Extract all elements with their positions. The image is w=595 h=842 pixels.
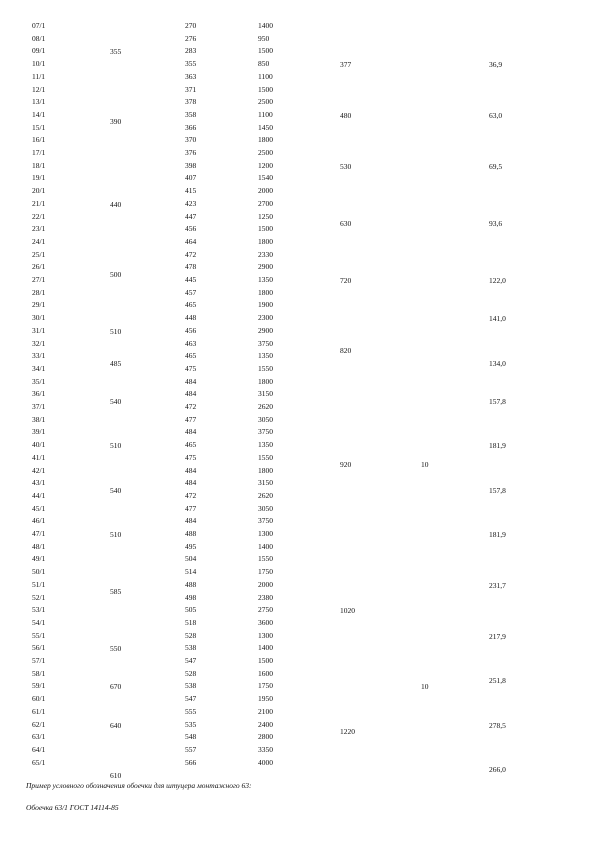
row-length: 3050: [258, 503, 273, 513]
row-diameter: 504: [185, 554, 197, 564]
row-number: 31/1: [32, 325, 46, 335]
row-diameter: 557: [185, 744, 197, 754]
row-number: 47/1: [32, 529, 46, 538]
row-number: 64/1: [32, 744, 46, 754]
row-diameter: 488: [185, 579, 197, 589]
group-mass: 141,0: [489, 314, 506, 324]
row-diameter: 505: [185, 605, 197, 615]
row-length: 1200: [258, 160, 273, 170]
row-diameter: 555: [185, 706, 197, 716]
row-number: 59/1: [32, 681, 46, 691]
group-inner-diameter: 510: [110, 441, 122, 451]
row-number: 14/1: [32, 109, 46, 119]
row-number: 48/1: [32, 541, 46, 551]
row-length: 2500: [258, 148, 273, 157]
row-number: 38/1: [32, 414, 46, 424]
row-length: 3050: [258, 414, 273, 424]
row-number: 22/1: [32, 211, 46, 221]
row-number: 25/1: [32, 249, 46, 259]
row-length: 2500: [258, 97, 273, 107]
group-mass: 181,9: [489, 530, 506, 539]
row-diameter: 547: [185, 694, 197, 704]
row-length: 1500: [258, 224, 273, 234]
row-number: 07/1: [32, 21, 46, 30]
row-diameter: 514: [185, 567, 197, 577]
row-length: 1540: [258, 173, 273, 183]
row-diameter: 484: [185, 389, 197, 399]
row-length: 1600: [258, 668, 273, 678]
row-length: 3750: [258, 427, 273, 437]
row-length: 2620: [258, 402, 273, 411]
row-diameter: 276: [185, 33, 197, 43]
row-number: 13/1: [32, 97, 46, 107]
row-number: 33/1: [32, 351, 46, 361]
row-number: 24/1: [32, 236, 46, 246]
row-diameter: 528: [185, 630, 197, 640]
row-diameter: 538: [185, 643, 197, 653]
row-length: 2900: [258, 325, 273, 335]
group-thickness: 10: [421, 682, 429, 692]
row-diameter: 456: [185, 224, 197, 234]
row-number: 12/1: [32, 84, 46, 94]
row-length: 2750: [258, 605, 273, 615]
row-diameter: 448: [185, 313, 197, 323]
group-inner-diameter: 610: [110, 771, 122, 781]
row-diameter: 535: [185, 719, 197, 729]
group-outer-diameter: 1220: [340, 726, 355, 736]
group-mass: 251,8: [489, 676, 506, 686]
row-number: 36/1: [32, 389, 46, 399]
row-length: 1400: [258, 643, 273, 653]
row-number: 35/1: [32, 376, 46, 386]
row-diameter: 477: [185, 503, 197, 513]
row-number: 20/1: [32, 186, 46, 196]
row-length: 1550: [258, 452, 273, 462]
group-mass: 266,0: [489, 764, 506, 774]
row-length: 2300: [258, 313, 273, 323]
row-diameter: 484: [185, 427, 197, 437]
row-length: 1450: [258, 122, 273, 132]
group-mass: 157,8: [489, 396, 506, 406]
group-inner-diameter: 585: [110, 587, 122, 597]
row-number: 40/1: [32, 440, 46, 450]
row-diameter: 548: [185, 732, 197, 742]
row-number: 49/1: [32, 554, 46, 564]
row-length: 3350: [258, 744, 273, 754]
row-diameter: 355: [185, 59, 197, 69]
row-number: 10/1: [32, 59, 46, 69]
row-number: 39/1: [32, 427, 46, 437]
row-diameter: 465: [185, 300, 197, 310]
row-number: 62/1: [32, 719, 46, 729]
row-length: 1300: [258, 529, 273, 538]
group-mass: 69,5: [489, 161, 503, 171]
row-length: 1350: [258, 351, 273, 361]
row-diameter: 371: [185, 84, 197, 94]
row-diameter: 547: [185, 656, 197, 665]
row-diameter: 423: [185, 198, 197, 208]
group-inner-diameter: 540: [110, 485, 122, 495]
row-number: 45/1: [32, 503, 46, 513]
row-number: 60/1: [32, 694, 46, 704]
row-number: 61/1: [32, 706, 46, 716]
group-inner-diameter: 510: [110, 530, 122, 539]
row-length: 4000: [258, 757, 273, 767]
row-length: 1500: [258, 84, 273, 94]
row-length: 2620: [258, 490, 273, 500]
group-mass: 278,5: [489, 720, 506, 730]
row-diameter: 484: [185, 376, 197, 386]
row-diameter: 472: [185, 402, 197, 411]
row-length: 850: [258, 59, 270, 69]
row-length: 1350: [258, 275, 273, 284]
group-mass: 217,9: [489, 631, 506, 641]
row-diameter: 398: [185, 160, 197, 170]
group-mass: 231,7: [489, 580, 506, 590]
row-length: 2000: [258, 186, 273, 196]
group-outer-diameter: 377: [340, 60, 352, 70]
row-length: 1800: [258, 465, 273, 475]
row-diameter: 484: [185, 465, 197, 475]
row-number: 63/1: [32, 732, 46, 742]
row-length: 1900: [258, 300, 273, 310]
group-inner-diameter: 640: [110, 720, 122, 730]
group-inner-diameter: 670: [110, 682, 122, 692]
designation-example: Обоечка 63/1 ГОСТ 14114-85: [26, 803, 119, 812]
row-length: 1400: [258, 21, 273, 30]
group-mass: 157,8: [489, 485, 506, 495]
row-number: 55/1: [32, 630, 46, 640]
row-number: 51/1: [32, 579, 46, 589]
row-length: 2000: [258, 579, 273, 589]
row-length: 2330: [258, 249, 273, 259]
row-length: 950: [258, 33, 270, 43]
row-number: 15/1: [32, 122, 46, 132]
row-number: 41/1: [32, 452, 46, 462]
row-length: 1100: [258, 71, 273, 81]
row-number: 08/1: [32, 33, 46, 43]
row-number: 29/1: [32, 300, 46, 310]
row-length: 1800: [258, 236, 273, 246]
group-outer-diameter: 630: [340, 218, 352, 228]
row-diameter: 457: [185, 287, 197, 297]
row-diameter: 415: [185, 186, 197, 196]
row-number: 52/1: [32, 592, 46, 602]
row-number: 56/1: [32, 643, 46, 653]
group-mass: 122,0: [489, 276, 506, 285]
row-diameter: 465: [185, 351, 197, 361]
group-inner-diameter: 485: [110, 358, 122, 368]
row-number: 46/1: [32, 516, 46, 526]
row-length: 1550: [258, 554, 273, 564]
row-number: 19/1: [32, 173, 46, 183]
row-number: 54/1: [32, 617, 46, 627]
row-diameter: 270: [185, 21, 197, 30]
row-diameter: 445: [185, 275, 197, 284]
row-number: 09/1: [32, 46, 46, 56]
row-diameter: 484: [185, 516, 197, 526]
row-number: 42/1: [32, 465, 46, 475]
row-number: 57/1: [32, 656, 46, 665]
row-number: 21/1: [32, 198, 46, 208]
group-inner-diameter: 510: [110, 326, 122, 336]
row-diameter: 378: [185, 97, 197, 107]
row-length: 1750: [258, 681, 273, 691]
row-number: 50/1: [32, 567, 46, 577]
group-mass: 36,9: [489, 60, 503, 70]
row-number: 53/1: [32, 605, 46, 615]
row-diameter: 484: [185, 478, 197, 488]
row-number: 34/1: [32, 363, 46, 373]
group-mass: 134,0: [489, 358, 506, 368]
row-length: 1250: [258, 211, 273, 221]
row-length: 1300: [258, 630, 273, 640]
group-inner-diameter: 500: [110, 269, 122, 279]
row-diameter: 472: [185, 490, 197, 500]
row-diameter: 475: [185, 363, 197, 373]
group-inner-diameter: 390: [110, 117, 122, 127]
row-length: 3600: [258, 617, 273, 627]
row-length: 2400: [258, 719, 273, 729]
row-number: 18/1: [32, 160, 46, 170]
row-length: 3150: [258, 389, 273, 399]
group-outer-diameter: 720: [340, 276, 352, 285]
row-length: 1750: [258, 567, 273, 577]
group-outer-diameter: 530: [340, 161, 352, 171]
row-length: 2380: [258, 592, 273, 602]
row-diameter: 488: [185, 529, 197, 538]
row-length: 2900: [258, 262, 273, 272]
row-number: 27/1: [32, 275, 46, 284]
row-diameter: 456: [185, 325, 197, 335]
row-diameter: 465: [185, 440, 197, 450]
group-mass: 63,0: [489, 110, 503, 120]
row-length: 2800: [258, 732, 273, 742]
row-length: 2700: [258, 198, 273, 208]
row-length: 1100: [258, 109, 273, 119]
row-diameter: 464: [185, 236, 197, 246]
group-mass: 93,6: [489, 218, 503, 228]
row-number: 28/1: [32, 287, 46, 297]
row-diameter: 463: [185, 338, 197, 348]
row-length: 2100: [258, 706, 273, 716]
row-diameter: 528: [185, 668, 197, 678]
row-length: 3750: [258, 338, 273, 348]
group-thickness: 10: [421, 460, 429, 470]
row-length: 1550: [258, 363, 273, 373]
row-number: 16/1: [32, 135, 46, 145]
row-diameter: 475: [185, 452, 197, 462]
group-inner-diameter: 540: [110, 396, 122, 406]
row-length: 1800: [258, 135, 273, 145]
row-number: 37/1: [32, 402, 46, 411]
row-diameter: 447: [185, 211, 197, 221]
row-length: 1350: [258, 440, 273, 450]
row-diameter: 538: [185, 681, 197, 691]
row-diameter: 283: [185, 46, 197, 56]
row-diameter: 472: [185, 249, 197, 259]
group-outer-diameter: 480: [340, 110, 352, 120]
row-diameter: 370: [185, 135, 197, 145]
row-length: 1500: [258, 656, 273, 665]
row-diameter: 358: [185, 109, 197, 119]
row-number: 26/1: [32, 262, 46, 272]
row-diameter: 407: [185, 173, 197, 183]
row-number: 30/1: [32, 313, 46, 323]
row-diameter: 498: [185, 592, 197, 602]
row-number: 11/1: [32, 71, 46, 81]
row-diameter: 518: [185, 617, 197, 627]
row-length: 1950: [258, 694, 273, 704]
row-length: 1500: [258, 46, 273, 56]
row-number: 32/1: [32, 338, 46, 348]
group-inner-diameter: 550: [110, 644, 122, 654]
row-diameter: 478: [185, 262, 197, 272]
row-length: 1800: [258, 376, 273, 386]
row-diameter: 477: [185, 414, 197, 424]
row-diameter: 495: [185, 541, 197, 551]
row-number: 65/1: [32, 757, 46, 767]
row-length: 3150: [258, 478, 273, 488]
row-diameter: 566: [185, 757, 197, 767]
designation-example-caption: Пример условного обозначения обоечки для штуцера монтажного 63:: [26, 781, 252, 790]
row-number: 43/1: [32, 478, 46, 488]
row-diameter: 363: [185, 71, 197, 81]
row-length: 1800: [258, 287, 273, 297]
group-inner-diameter: 440: [110, 199, 122, 209]
group-outer-diameter: 820: [340, 345, 352, 355]
row-diameter: 376: [185, 148, 197, 157]
group-outer-diameter: 1020: [340, 606, 355, 616]
row-number: 17/1: [32, 148, 46, 157]
row-diameter: 366: [185, 122, 197, 132]
group-inner-diameter: 355: [110, 47, 122, 57]
row-number: 44/1: [32, 490, 46, 500]
row-length: 3750: [258, 516, 273, 526]
row-number: 23/1: [32, 224, 46, 234]
row-number: 58/1: [32, 668, 46, 678]
group-mass: 181,9: [489, 441, 506, 451]
group-outer-diameter: 920: [340, 460, 352, 470]
row-length: 1400: [258, 541, 273, 551]
